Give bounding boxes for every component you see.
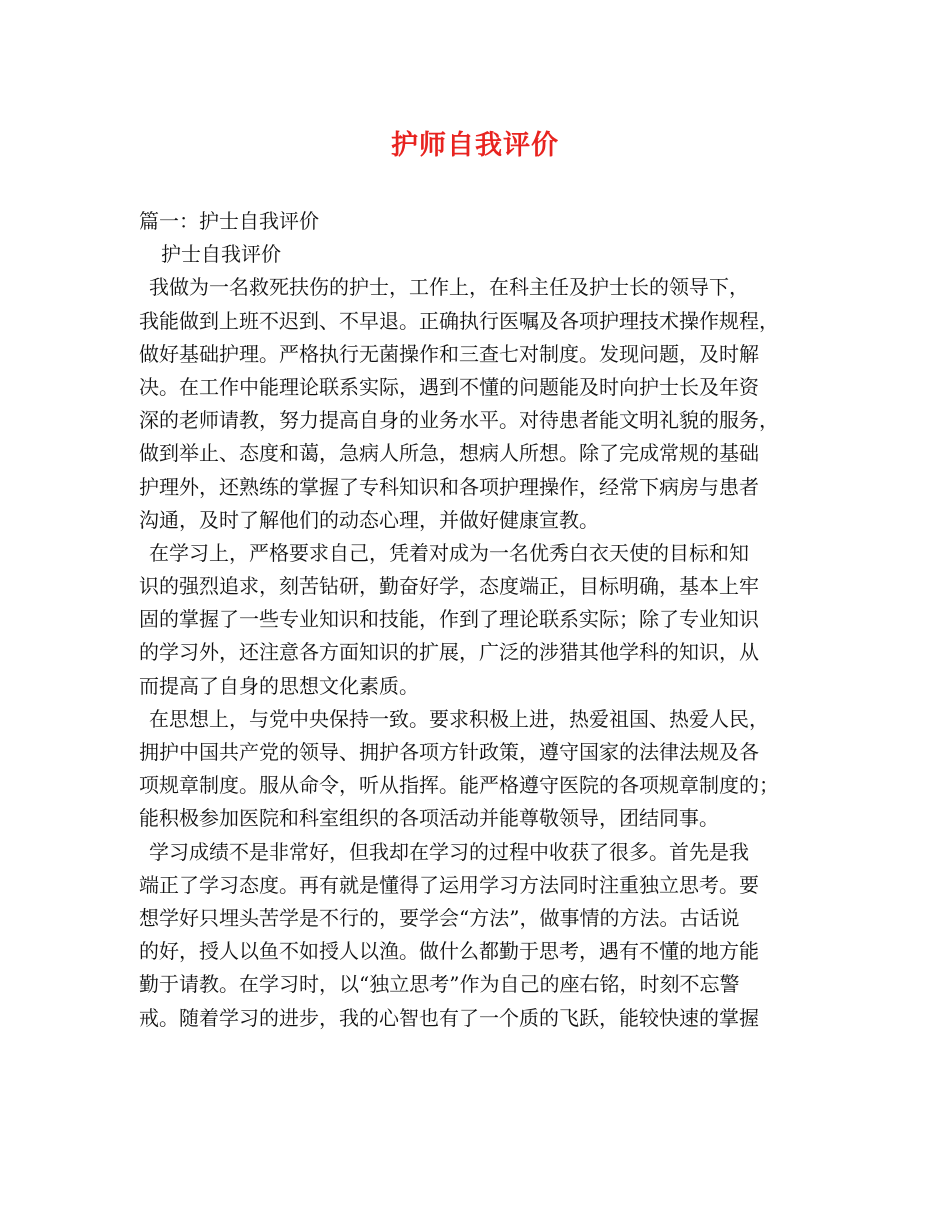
paragraph-line: 护理外，还熟练的掌握了专科知识和各项护理操作，经常下病房与患者 xyxy=(139,474,759,499)
document-title: 护师自我评价 xyxy=(391,130,559,161)
paragraph-line: 做到举止、态度和蔼，急病人所急，想病人所想。除了完成常规的基础 xyxy=(139,441,759,466)
paragraph-line: 勤于请教。在学习时，以“独立思考”作为自己的座右铭，时刻不忘警 xyxy=(139,972,740,997)
paragraph-line: 沟通，及时了解他们的动态心理，并做好健康宣教。 xyxy=(139,507,599,532)
paragraph-line: 识的强烈追求，刻苦钻研，勤奋好学，态度端正，目标明确，基本上牢 xyxy=(139,574,759,599)
paragraph-line: 项规章制度。服从命令，听从指挥。能严格遵守医院的各项规章制度的； xyxy=(139,773,779,798)
paragraph-line: 深的老师请教，努力提高自身的业务水平。对待患者能文明礼貌的服务， xyxy=(139,408,779,433)
paragraph-line: 想学好只埋头苦学是不行的，要学会“方法”，做事情的方法。古话说 xyxy=(139,905,740,930)
paragraph-line: 固的掌握了一些专业知识和技能，作到了理论联系实际；除了专业知识 xyxy=(139,607,759,632)
section-heading: 篇一：护士自我评价 xyxy=(139,209,319,233)
paragraph-line: 在学习上，严格要求自己，凭着对成为一名优秀白衣天使的目标和知 xyxy=(149,540,749,565)
paragraph-line: 能积极参加医院和科室组织的各项活动并能尊敬领导，团结同事。 xyxy=(139,806,719,831)
paragraph-line: 做好基础护理。严格执行无菌操作和三查七对制度。发现问题，及时解 xyxy=(139,341,759,366)
paragraph-line: 学习成绩不是非常好，但我却在学习的过程中收获了很多。首先是我 xyxy=(149,839,749,864)
paragraph-line: 我能做到上班不迟到、不早退。正确执行医嘱及各项护理技术操作规程， xyxy=(139,308,779,333)
paragraph-line: 的学习外，还注意各方面知识的扩展，广泛的涉猎其他学科的知识，从 xyxy=(139,640,759,665)
paragraph-line: 拥护中国共产党的领导、拥护各项方针政策，遵守国家的法律法规及各 xyxy=(139,740,759,764)
document-body xyxy=(139,205,829,1035)
paragraph-line: 端正了学习态度。再有就是懂得了运用学习方法同时注重独立思考。要 xyxy=(139,872,759,897)
paragraph-line: 的好，授人以鱼不如授人以渔。做什么都勤于思考，遇有不懂的地方能 xyxy=(139,939,759,964)
paragraph-line: 我做为一名救死扶伤的护士，工作上，在科主任及护士长的领导下， xyxy=(149,275,749,300)
subsection-heading: 护士自我评价 xyxy=(161,242,281,267)
paragraph-line: 在思想上，与党中央保持一致。要求积极上进，热爱祖国、热爱人民， xyxy=(149,706,769,731)
paragraph-line: 决。在工作中能理论联系实际，遇到不懂的问题能及时向护士长及年资 xyxy=(139,374,759,399)
paragraph-line: 而提高了自身的思想文化素质。 xyxy=(139,673,419,698)
paragraph-line: 戒。随着学习的进步，我的心智也有了一个质的飞跃，能较快速的掌握 xyxy=(139,1005,759,1030)
